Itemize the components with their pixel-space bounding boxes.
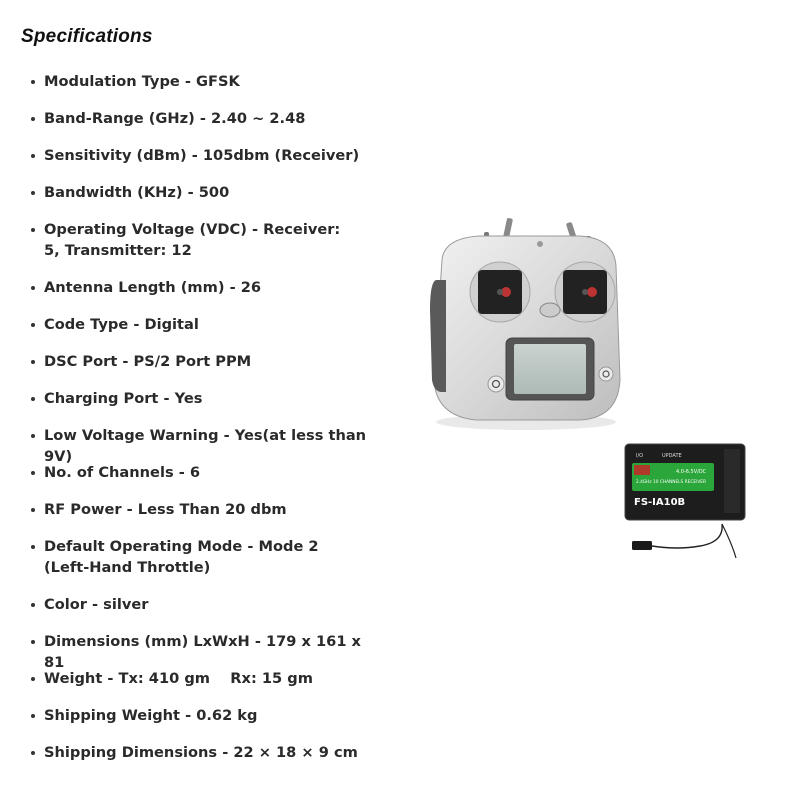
page-title: Specifications [21,26,153,47]
spec-item: Antenna Length (mm) - 26 [44,277,374,298]
spec-item: Modulation Type - GFSK [44,71,374,92]
receiver-band-text: 2.4GHz 10 CHANNELS RECEIVER [636,480,706,485]
spec-item: RF Power - Less Than 20 dbm [44,499,374,520]
spec-item: Code Type - Digital [44,314,374,335]
receiver-update-label: UPDATE [662,453,682,459]
receiver-antenna-cable [624,520,746,566]
spec-item: No. of Channels - 6 [44,462,374,483]
spec-item: Default Operating Mode - Mode 2 (Left-Hand Throttle) [44,536,354,578]
receiver-model-label: FS-IA10B [634,497,686,508]
spec-item: Weight - Tx: 410 gm Rx: 15 gm [44,668,374,689]
spec-item: DSC Port - PS/2 Port PPM [44,351,374,372]
receiver-voltage-text: 4.0-6.5V/DC [676,469,707,475]
spec-item: Dimensions (mm) LxWxH - 179 x 161 x 81 [44,631,374,673]
spec-item: Color - silver [44,594,374,615]
spec-item: Shipping Dimensions - 22 × 18 × 9 cm [44,742,374,763]
receiver-io-label: I/O [636,453,644,459]
transmitter-image [420,210,632,432]
spec-item: Shipping Weight - 0.62 kg [44,705,374,726]
receiver-image [624,443,746,523]
spec-item: Sensitivity (dBm) - 105dbm (Receiver) [44,145,374,166]
spec-item: Charging Port - Yes [44,388,374,409]
spec-item: Low Voltage Warning - Yes(at less than 9V) [44,425,374,467]
spec-item: Operating Voltage (VDC) - Receiver: 5, Transmitter: 12 [44,219,344,261]
spec-item: Bandwidth (KHz) - 500 [44,182,374,203]
spec-item: Band-Range (GHz) - 2.40 ~ 2.48 [44,108,374,129]
